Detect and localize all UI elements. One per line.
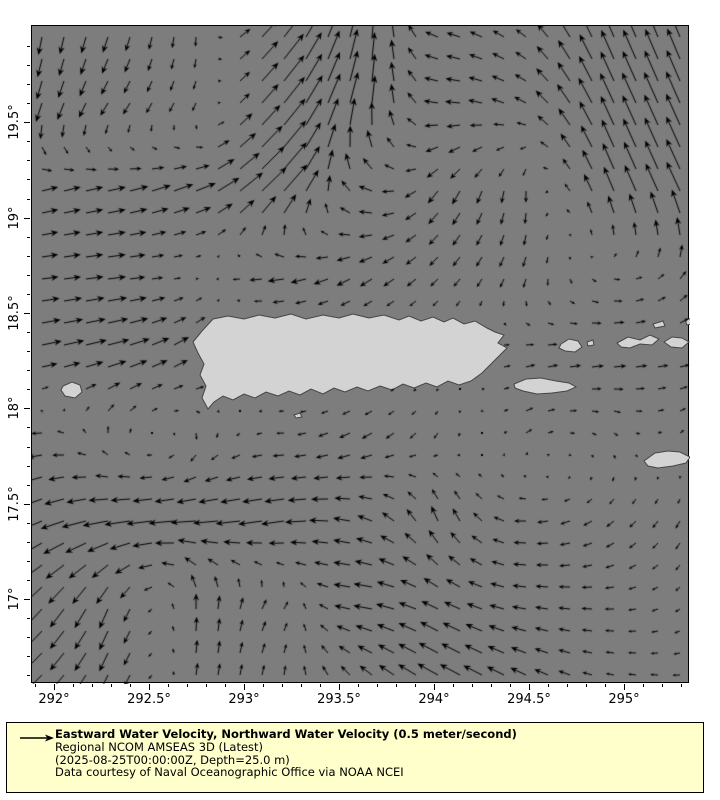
reference-arrow-icon <box>19 732 55 744</box>
y-axis-tick-label: 18.5° <box>7 295 22 331</box>
x-axis-tick-label: 293.5° <box>317 692 361 707</box>
legend-courtesy: Data courtesy of Naval Oceanographic Office via NOAA NCEI <box>55 765 404 780</box>
y-axis-tick-label: 19.5° <box>7 104 22 140</box>
legend-box <box>6 722 704 793</box>
x-axis-tick-label: 292.5° <box>127 692 171 707</box>
x-axis-tick-label: 294.5° <box>507 692 551 707</box>
plot-area <box>31 25 689 683</box>
x-axis-tick-label: 293° <box>228 692 260 707</box>
legend-dataset: Regional NCOM AMSEAS 3D (Latest) <box>55 739 264 754</box>
legend-time-depth: (2025-08-25T00:00:00Z, Depth=25.0 m) <box>55 752 290 767</box>
quiver-layer <box>32 26 690 684</box>
legend-title: Eastward Water Velocity, Northward Water Velocity (0.5 meter/second) <box>55 727 517 741</box>
y-axis-tick-label: 17° <box>7 587 22 611</box>
y-axis-tick-label: 19° <box>7 206 22 230</box>
x-axis-tick-label: 295° <box>608 692 640 707</box>
y-axis-tick-label: 17.5° <box>7 486 22 522</box>
x-axis-tick-label: 292° <box>38 692 70 707</box>
y-axis-tick-label: 18° <box>7 396 22 420</box>
x-axis-tick-label: 294° <box>418 692 450 707</box>
legend-text <box>55 728 517 779</box>
